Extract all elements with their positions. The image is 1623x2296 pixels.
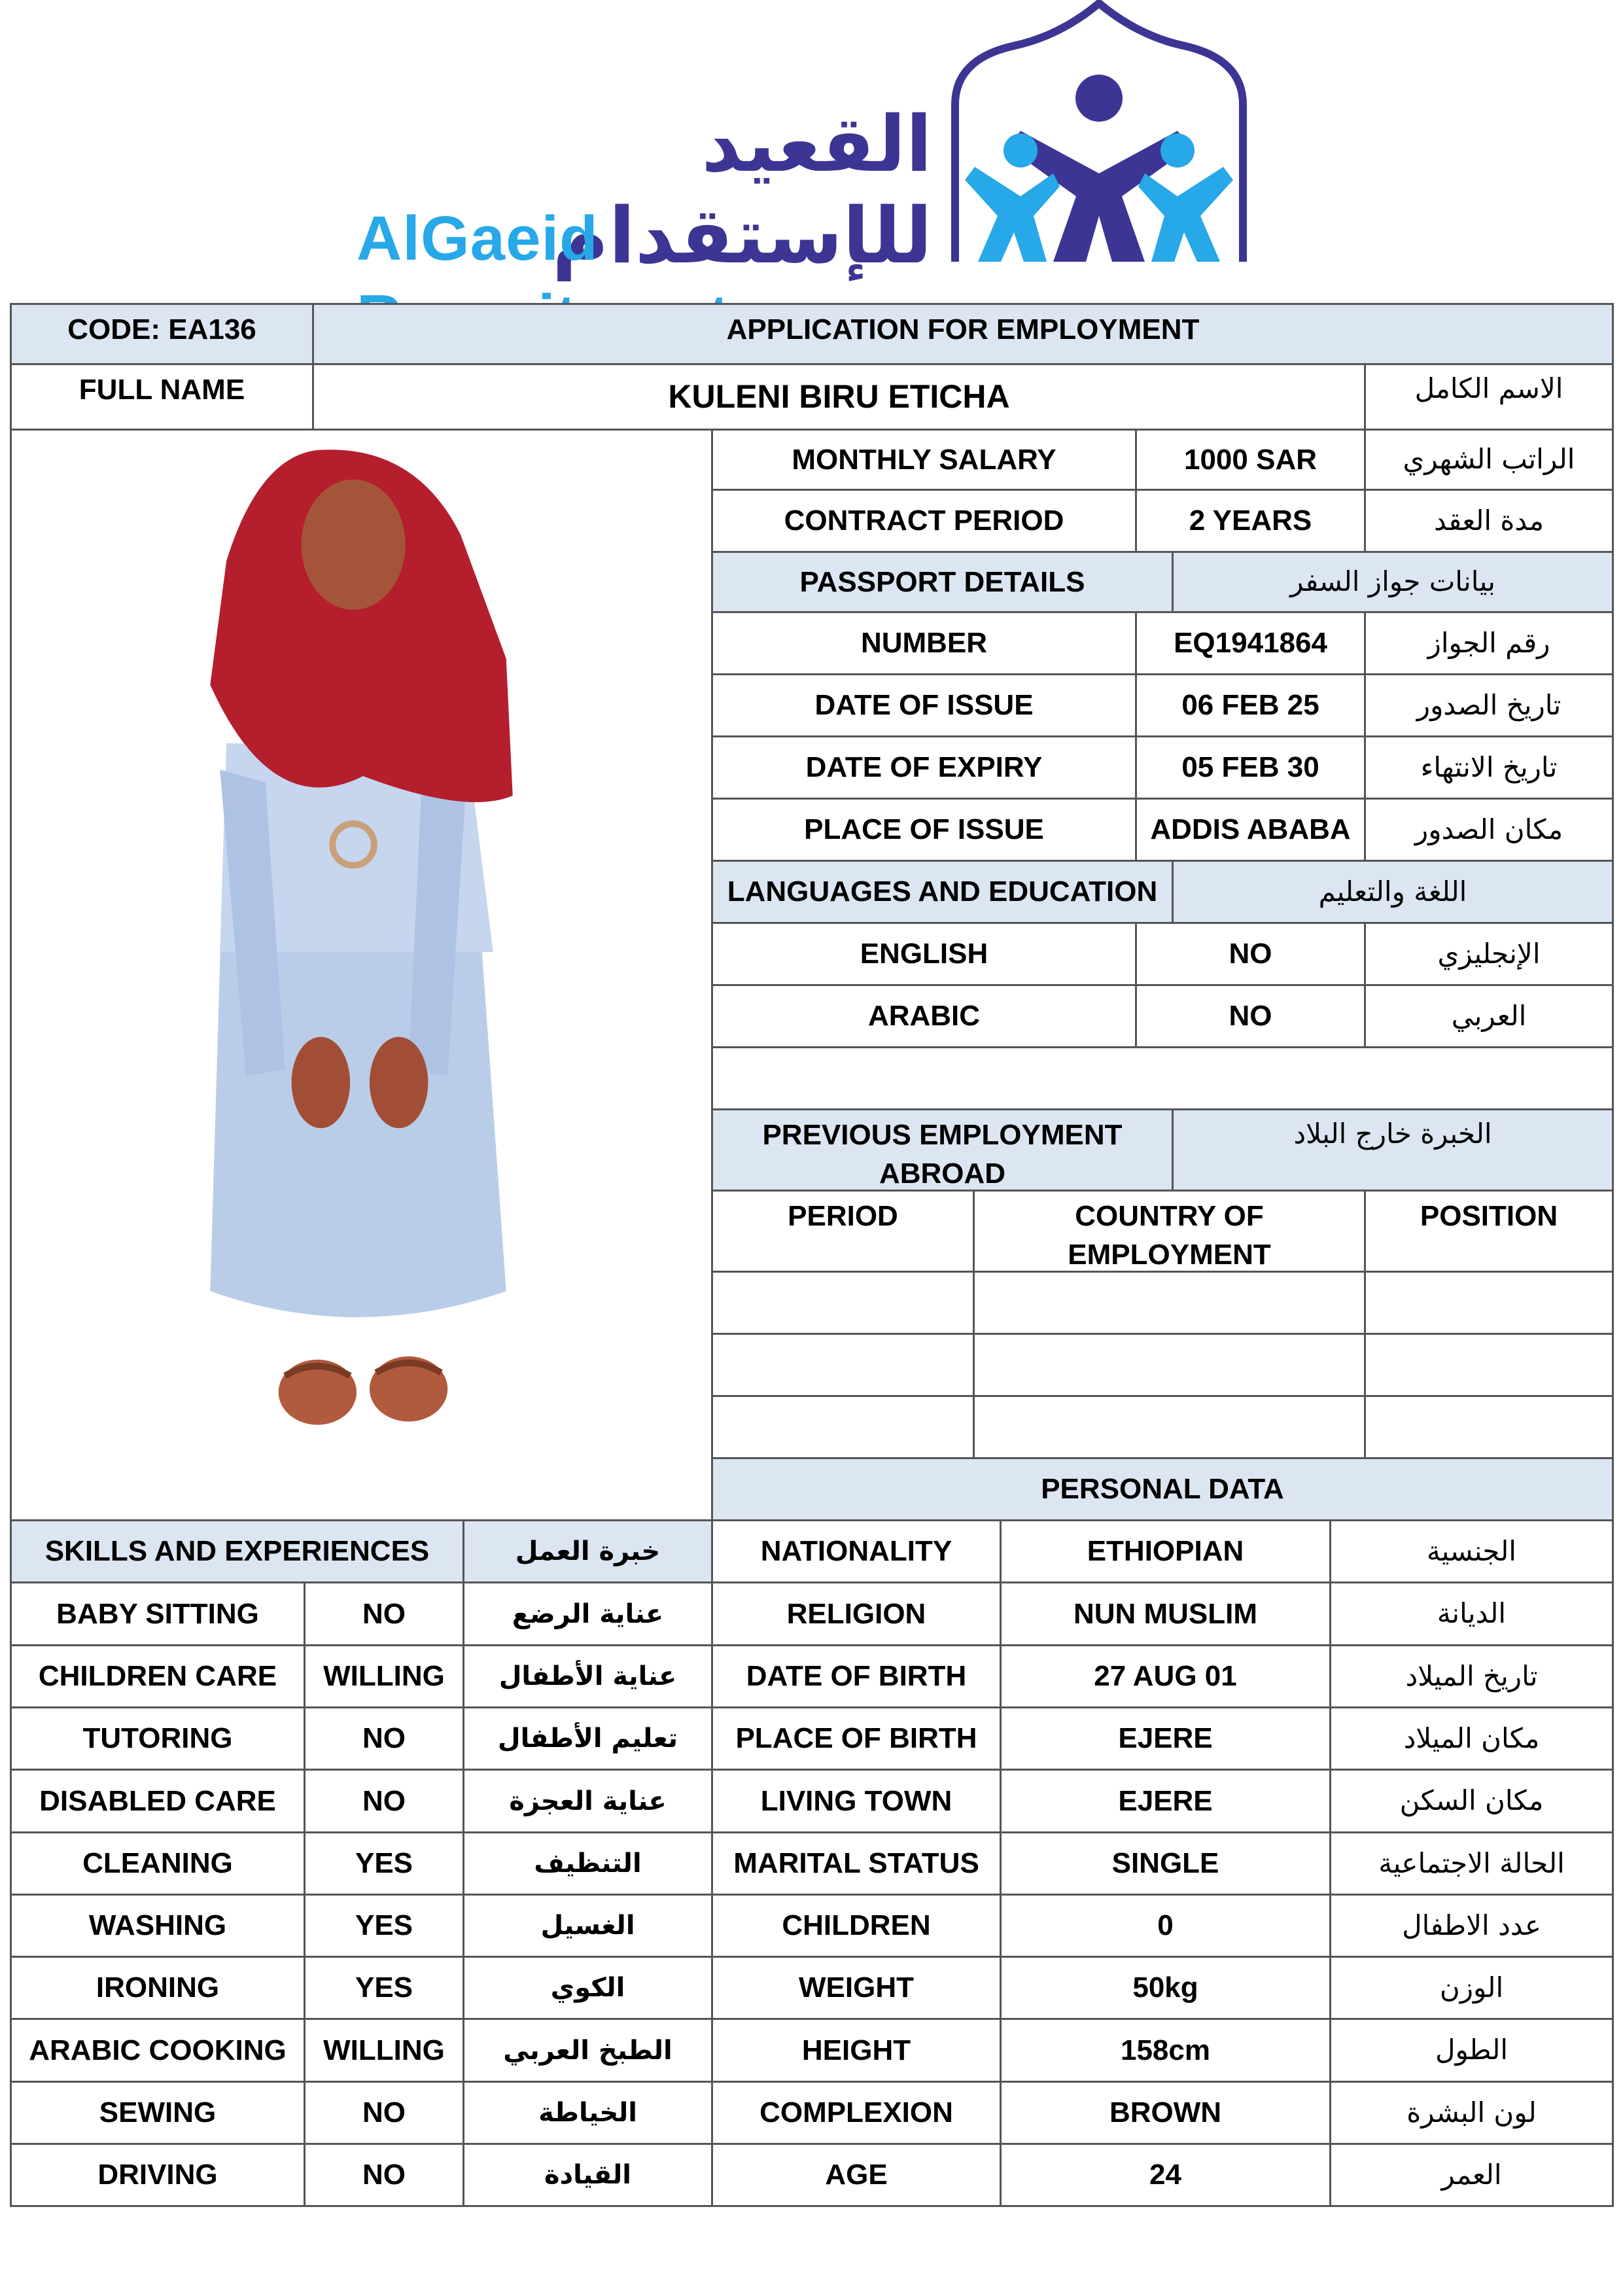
applicant-photo [10, 429, 713, 1521]
employment-cell-empty [973, 1395, 1366, 1459]
personal-value: 27 AUG 01 [1000, 1644, 1331, 1708]
spacer-row [711, 1046, 1614, 1110]
salary-label: MONTHLY SALARY [711, 429, 1137, 491]
personal-label-ar: لون البشرة [1329, 2081, 1614, 2145]
skill-label-ar: عناية الأطفال [462, 1644, 713, 1708]
personal-label-ar: الطول [1329, 2018, 1614, 2083]
skill-label-ar: عناية الرضع [462, 1581, 713, 1646]
skill-value: WILLING [304, 1644, 464, 1708]
issue-date-value: 06 FEB 25 [1135, 673, 1366, 737]
personal-value: 50kg [1000, 1956, 1331, 2020]
employment-cell-empty [1364, 1333, 1614, 1397]
skill-label-ar: الكوي [462, 1956, 713, 2020]
skill-label: WASHING [10, 1894, 305, 1958]
skill-value: NO [304, 1769, 464, 1833]
personal-label-ar: الحالة الاجتماعية [1329, 1831, 1614, 1896]
employment-cell-empty [1364, 1395, 1614, 1459]
employment-cell-empty [711, 1271, 975, 1335]
logo-emblem-icon [949, 0, 1249, 265]
skill-label: IRONING [10, 1956, 305, 2020]
skill-label: ARABIC COOKING [10, 2018, 305, 2083]
personal-value: 0 [1000, 1894, 1331, 1958]
issue-date-label-ar: تاريخ الصدور [1364, 673, 1614, 737]
place-of-issue-label-ar: مكان الصدور [1364, 798, 1614, 862]
salary-value: 1000 SAR [1135, 429, 1366, 491]
place-of-issue-value: ADDIS ABABA [1135, 798, 1366, 862]
skill-label: DRIVING [10, 2143, 305, 2207]
passport-heading-ar: بيانات جواز السفر [1172, 551, 1614, 613]
skill-label: BABY SITTING [10, 1581, 305, 1646]
previous-employment-heading: PREVIOUS EMPLOYMENT ABROAD [711, 1108, 1174, 1192]
skill-value: NO [304, 1706, 464, 1771]
logo-english-name: AlGaeid [357, 203, 599, 274]
skill-value: YES [304, 1831, 464, 1896]
skill-value: YES [304, 1956, 464, 2020]
personal-label: DATE OF BIRTH [711, 1644, 1002, 1708]
skill-label: CLEANING [10, 1831, 305, 1896]
personal-label-ar: عدد الاطفال [1329, 1894, 1614, 1958]
skill-value: NO [304, 2081, 464, 2145]
personal-label-ar: العمر [1329, 2143, 1614, 2207]
personal-label: NATIONALITY [711, 1519, 1002, 1583]
personal-value: EJERE [1000, 1706, 1331, 1771]
passport-number-value: EQ1941864 [1135, 611, 1366, 675]
skill-label: SEWING [10, 2081, 305, 2145]
personal-value: ETHIOPIAN [1000, 1519, 1331, 1583]
arabic-value: NO [1135, 984, 1366, 1048]
personal-value: NUN MUSLIM [1000, 1581, 1331, 1646]
skills-heading-ar: خبرة العمل [462, 1519, 713, 1583]
personal-label: AGE [711, 2143, 1002, 2207]
column-country: COUNTRY OF EMPLOYMENT [973, 1190, 1366, 1273]
personal-label: HEIGHT [711, 2018, 1002, 2083]
personal-label-ar: الديانة [1329, 1581, 1614, 1646]
skill-label-ar: الخياطة [462, 2081, 713, 2145]
personal-label: MARITAL STATUS [711, 1831, 1002, 1896]
arabic-label-ar: العربي [1364, 984, 1614, 1048]
full-name-value: KULENI BIRU ETICHA [312, 363, 1366, 431]
personal-label-ar: مكان السكن [1329, 1769, 1614, 1833]
issue-date-label: DATE OF ISSUE [711, 673, 1137, 737]
personal-value: EJERE [1000, 1769, 1331, 1833]
personal-label-ar: الوزن [1329, 1956, 1614, 2020]
personal-label: CHILDREN [711, 1894, 1002, 1958]
skill-label-ar: الغسيل [462, 1894, 713, 1958]
expiry-date-label: DATE OF EXPIRY [711, 735, 1137, 800]
languages-heading: LANGUAGES AND EDUCATION [711, 860, 1174, 924]
personal-value: 24 [1000, 2143, 1331, 2207]
code-label: CODE: EA136 [10, 303, 314, 365]
previous-employment-heading-ar: الخبرة خارج البلاد [1172, 1108, 1614, 1192]
employment-cell-empty [1364, 1271, 1614, 1335]
personal-label: RELIGION [711, 1581, 1002, 1646]
personal-label-ar: مكان الميلاد [1329, 1706, 1614, 1771]
passport-number-label-ar: رقم الجواز [1364, 611, 1614, 675]
skill-label-ar: عناية العجزة [462, 1769, 713, 1833]
skill-label-ar: تعليم الأطفال [462, 1706, 713, 1771]
employment-cell-empty [973, 1271, 1366, 1335]
english-label-ar: الإنجليزي [1364, 922, 1614, 986]
skill-label-ar: القيادة [462, 2143, 713, 2207]
place-of-issue-label: PLACE OF ISSUE [711, 798, 1137, 862]
personal-label: WEIGHT [711, 1956, 1002, 2020]
full-name-label: FULL NAME [10, 363, 314, 431]
passport-heading: PASSPORT DETAILS [711, 551, 1174, 613]
skill-label: CHILDREN CARE [10, 1644, 305, 1708]
skill-label: DISABLED CARE [10, 1769, 305, 1833]
skill-value: YES [304, 1894, 464, 1958]
salary-label-ar: الراتب الشهري [1364, 429, 1614, 491]
skill-value: NO [304, 1581, 464, 1646]
arabic-label: ARABIC [711, 984, 1137, 1048]
languages-heading-ar: اللغة والتعليم [1172, 860, 1614, 924]
personal-value: 158cm [1000, 2018, 1331, 2083]
employment-cell-empty [711, 1333, 975, 1397]
english-label: ENGLISH [711, 922, 1137, 986]
skill-label-ar: التنظيف [462, 1831, 713, 1896]
full-name-label-ar: الاسم الكامل [1364, 363, 1614, 431]
expiry-date-label-ar: تاريخ الانتهاء [1364, 735, 1614, 800]
logo-arabic-name: القعيد للإستقدام [551, 99, 932, 281]
contract-period-value: 2 YEARS [1135, 489, 1366, 553]
personal-label: LIVING TOWN [711, 1769, 1002, 1833]
personal-value: BROWN [1000, 2081, 1331, 2145]
skill-value: WILLING [304, 2018, 464, 2083]
personal-value: SINGLE [1000, 1831, 1331, 1896]
personal-label: COMPLEXION [711, 2081, 1002, 2145]
personal-data-heading: PERSONAL DATA [711, 1457, 1614, 1521]
skill-label: TUTORING [10, 1706, 305, 1771]
personal-label-ar: الجنسية [1329, 1519, 1614, 1583]
contract-period-label: CONTRACT PERIOD [711, 489, 1137, 553]
personal-label: PLACE OF BIRTH [711, 1706, 1002, 1771]
employment-cell-empty [973, 1333, 1366, 1397]
skill-value: NO [304, 2143, 464, 2207]
form-title: APPLICATION FOR EMPLOYMENT [312, 303, 1614, 365]
personal-label-ar: تاريخ الميلاد [1329, 1644, 1614, 1708]
expiry-date-value: 05 FEB 30 [1135, 735, 1366, 800]
column-period: PERIOD [711, 1190, 975, 1273]
contract-period-label-ar: مدة العقد [1364, 489, 1614, 553]
skills-heading: SKILLS AND EXPERIENCES [10, 1519, 464, 1583]
skill-label-ar: الطبخ العربي [462, 2018, 713, 2083]
employment-cell-empty [711, 1395, 975, 1459]
english-value: NO [1135, 922, 1366, 986]
column-position: POSITION [1364, 1190, 1614, 1273]
passport-number-label: NUMBER [711, 611, 1137, 675]
